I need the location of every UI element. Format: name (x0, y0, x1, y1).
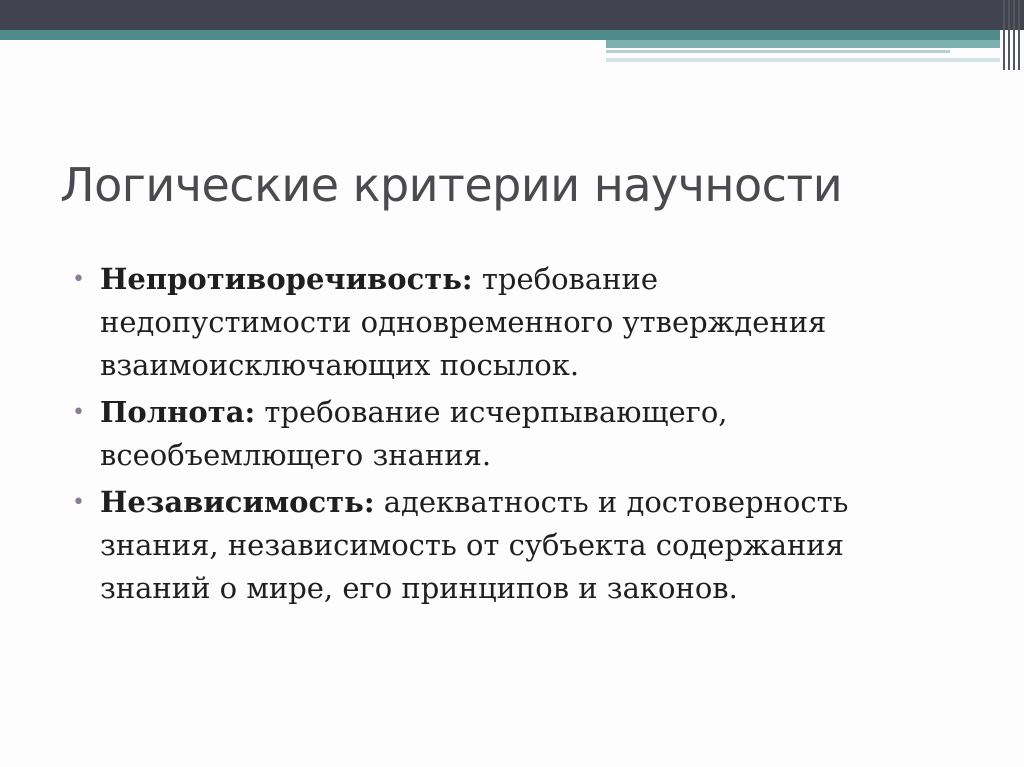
bullet-dot-icon: • (72, 400, 85, 425)
header-line-accent (606, 50, 950, 53)
bullet-list (72, 258, 900, 614)
bullet-item (72, 391, 900, 477)
bullet-term: Полнота: (100, 395, 256, 429)
header-band-teal (0, 30, 1000, 40)
bullet-dot-icon: • (72, 490, 85, 515)
bullet-dot-icon: • (72, 267, 85, 292)
header-stripe (1003, 0, 1005, 70)
header-line-accent-2 (606, 58, 1000, 62)
bullet-item (72, 258, 900, 387)
bullet-term: Независимость: (100, 485, 375, 519)
bullet-term: Непротиворечивость: (100, 262, 473, 296)
header-stripe (1013, 0, 1015, 70)
header-band-dark (0, 0, 1024, 30)
bullet-text: требование недопустимости одновременного утверждения взаимоисключающих посылок. (100, 262, 827, 382)
bullet-text: адекватность и достоверность знания, независимость от субъекта содержания знаний о мире, его принципов и законов. (100, 485, 849, 605)
header-stripe (1018, 0, 1020, 70)
header-band-teal-accent (606, 40, 1000, 48)
slide-title: Логические критерии научности (60, 158, 843, 212)
bullet-item (72, 481, 900, 610)
bullet-text: требование исчерпывающего, всеобъемлющего знания. (100, 395, 728, 472)
header-stripe (1008, 0, 1010, 70)
